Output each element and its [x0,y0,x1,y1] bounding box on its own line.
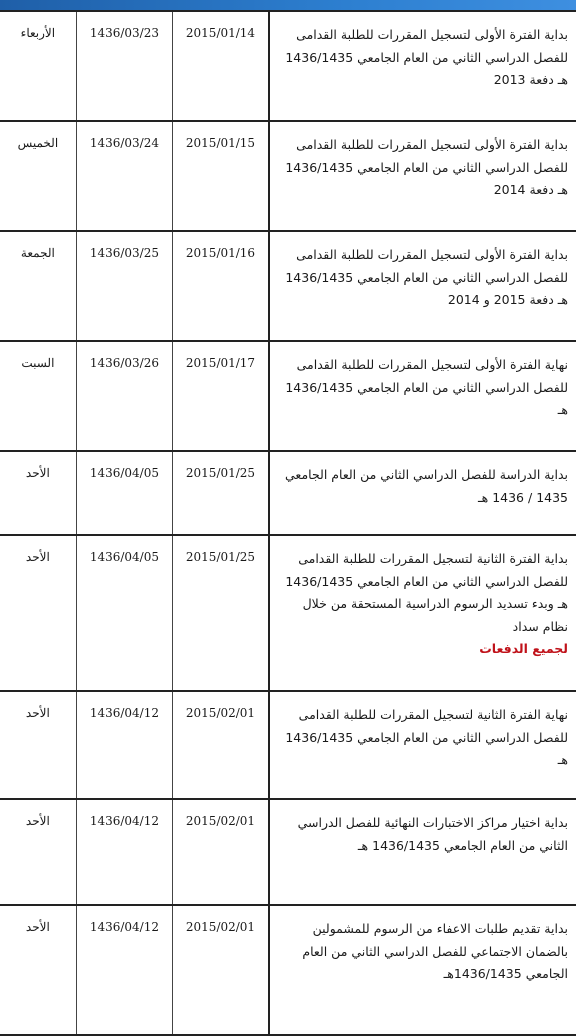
gregorian-date-cell: 2015/01/14 [173,11,269,121]
gregorian-date-cell: 2015/01/17 [173,341,269,451]
table-row [0,905,576,1035]
hijri-date-cell: 1436/04/12 [76,799,172,905]
event-cell [269,121,576,231]
gregorian-date-cell: 2015/02/01 [173,691,269,799]
table-row [0,231,576,341]
event-text: بداية اختيار مراكز الاختبارات النهائية للفصل الدراسي الثاني من العام الجامعي 1436/1435 هـ [297,815,568,853]
event-cell [269,231,576,341]
event-cell [269,451,576,535]
event-cell [269,799,576,905]
event-text: نهاية الفترة الثانية لتسجيل المقررات للطلبة القدامى للفصل الدراسي الثاني من العام الجامعي 1436/1435 هـ [285,707,568,767]
table-row [0,451,576,535]
gregorian-date-cell: 2015/01/16 [173,231,269,341]
day-cell: الأحد [0,691,76,799]
day-cell: الأحد [0,535,76,691]
table-row [0,11,576,121]
event-note: لجميع الدفعات [479,641,568,656]
day-cell: الجمعة [0,231,76,341]
gregorian-date-cell: 2015/02/01 [173,905,269,1035]
event-cell [269,341,576,451]
hijri-date-cell: 1436/04/12 [76,905,172,1035]
day-cell: الأحد [0,799,76,905]
header-bar [0,0,576,10]
table-row [0,535,576,691]
day-cell: السبت [0,341,76,451]
hijri-date-cell: 1436/04/12 [76,691,172,799]
event-text: بداية تقديم طلبات الاعفاء من الرسوم للمشمولين بالضمان الاجتماعي للفصل الدراسي الثاني من العام الجامعي 1436/1435هـ [302,921,568,981]
event-text: بداية الفترة الأولى لتسجيل المقررات للطلبة القدامى للفصل الدراسي الثاني من العام الجامعي 1436/1435 هـ دفعة 2015 و 2014 [285,247,568,307]
table-row [0,341,576,451]
table-row [0,121,576,231]
event-cell [269,11,576,121]
gregorian-date-cell: 2015/01/15 [173,121,269,231]
day-cell: الأربعاء [0,11,76,121]
day-cell: الخميس [0,121,76,231]
hijri-date-cell: 1436/03/25 [76,231,172,341]
gregorian-date-cell: 2015/01/25 [173,535,269,691]
event-text: بداية الفترة الثانية لتسجيل المقررات للطلبة القدامى للفصل الدراسي الثاني من العام الجامعي 1436/1435 هـ وبدء تسديد الرسوم الدراسية المستحقة من خلال نظام سداد [285,551,568,634]
gregorian-date-cell: 2015/02/01 [173,799,269,905]
gregorian-date-cell: 2015/01/25 [173,451,269,535]
event-cell [269,691,576,799]
hijri-date-cell: 1436/03/26 [76,341,172,451]
event-text: بداية الدراسة للفصل الدراسي الثاني من العام الجامعي 1435 / 1436 هـ [285,467,568,505]
event-cell [269,535,576,691]
table-row [0,799,576,905]
hijri-date-cell: 1436/03/23 [76,11,172,121]
event-text: بداية الفترة الأولى لتسجيل المقررات للطلبة القدامى للفصل الدراسي الثاني من العام الجامعي 1436/1435 هـ دفعة 2013 [285,27,568,87]
event-text: نهاية الفترة الأولى لتسجيل المقررات للطلبة القدامى للفصل الدراسي الثاني من العام الجامعي 1436/1435 هـ [285,357,568,417]
event-cell [269,905,576,1035]
table-row [0,691,576,799]
hijri-date-cell: 1436/03/24 [76,121,172,231]
hijri-date-cell: 1436/04/05 [76,535,172,691]
academic-calendar-table [0,10,576,1036]
event-text: بداية الفترة الأولى لتسجيل المقررات للطلبة القدامى للفصل الدراسي الثاني من العام الجامعي 1436/1435 هـ دفعة 2014 [285,137,568,197]
hijri-date-cell: 1436/04/05 [76,451,172,535]
day-cell: الأحد [0,905,76,1035]
day-cell: الأحد [0,451,76,535]
